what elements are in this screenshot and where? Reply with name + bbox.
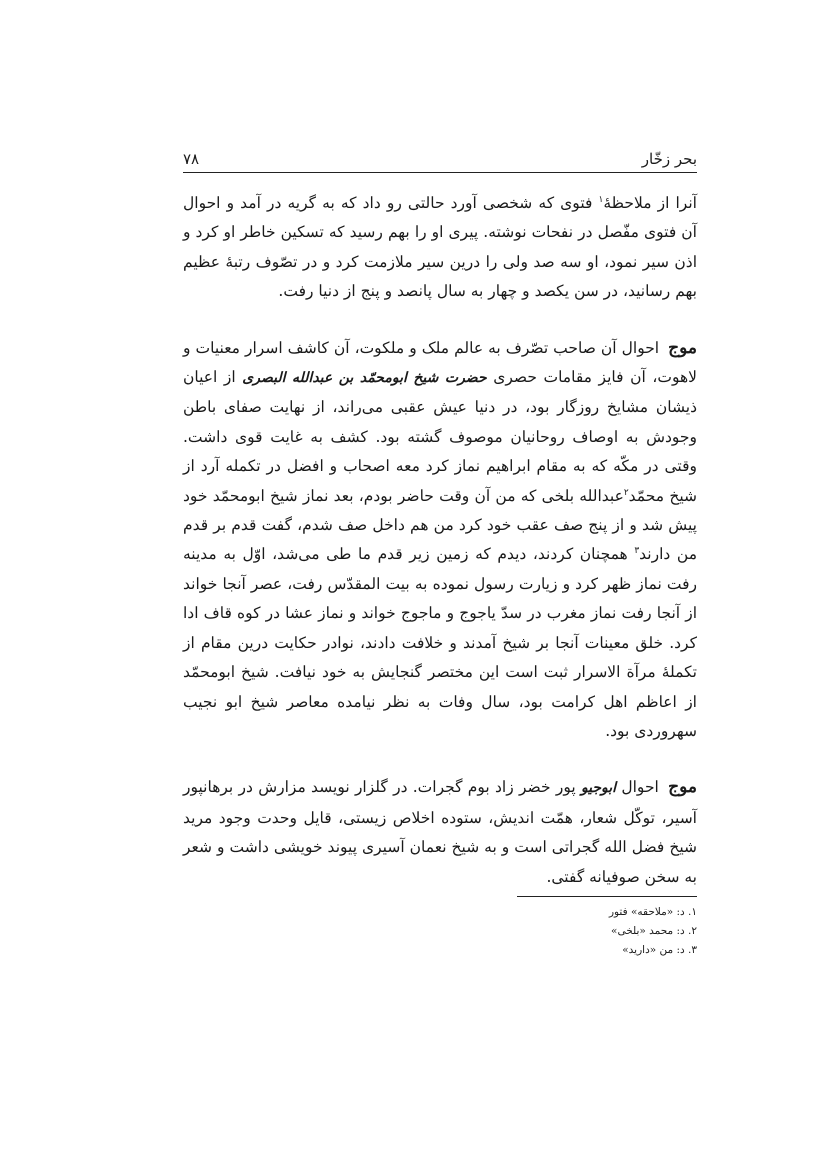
footnote-1: ۱. د: «ملاحقه» فتور bbox=[608, 905, 697, 918]
paragraph-2 bbox=[183, 334, 697, 747]
paragraph-text: احوال آن صاحب تصّرف به عالم ملک و ملکوت، آن کاشف اسرار معنیات و لاهوت، آن فایز مقامات حصری bbox=[183, 338, 697, 387]
footnote-ref-3: ۳ bbox=[634, 546, 640, 557]
paragraph-3 bbox=[183, 773, 697, 892]
paragraph-text: آنرا از ملاحظهٔ bbox=[603, 194, 697, 212]
section-label: موج bbox=[668, 777, 697, 798]
paragraph-text: پور خضر زاد بوم گجرات. در گلزار نویسد مزارش در برهانپور آسیر، توکّل شعار، همّت اندیش، ستوده اخلاص زیستی، قایل وحدت وجود مرید شیخ فضل الله گجراتی است و به شیخ نعمان آسیری پیوند خویشی داشت و شعر به سخن صوفیانه گفتی. bbox=[183, 778, 697, 886]
footnotes bbox=[183, 903, 697, 960]
footnote-2: ۲. د: محمد «بلخی» bbox=[611, 924, 697, 937]
footnote-ref-1: ۱ bbox=[598, 194, 604, 205]
section-label: موج bbox=[668, 337, 697, 358]
paragraph-text: عبدالله بلخی که من آن وقت حاضر بودم، بعد نماز شیخ ابومحمّد خود پیش شد و از پنج صف عقب خود کرد من هم داخل صف شدم، گفت قدم بر قدم من دارند bbox=[183, 486, 697, 564]
paragraph-text: فتوی که شخصی آورد حالتی رو داد که به گریه در آمد و احوال آن فتوی مفّصل در نفحات نوشته. پیری او را بهم رسید که تسکین خاطر او کرد و اذن سیر نمود، او سه صد ولی را درین سیر ملازمت کرد و در تصّوف رتبهٔ عظیم بهم رسانید، در سن یکصد و چهار به سال پانصد و پنج از دنیا رفت. bbox=[183, 194, 697, 301]
footnote-ref-2: ۲ bbox=[623, 487, 629, 498]
footnote-3: ۳. د: من «دارید» bbox=[622, 943, 697, 956]
saint-name: ابوجیو bbox=[580, 780, 617, 797]
footnote-divider bbox=[517, 896, 697, 897]
paragraph-text: از اعیان ذیشان مشایخ روزگار بود، در دنیا عیش عقبی می‌راند، از نهایت صفای باطن وجودش به اوصاف روحانیان موصوف گشته بود. کشف به غایت قوی داشت. وقتی در مکّه که به مقام ابراهیم نماز کرد معه اصحاب و افضل در تکمله آرد از شیخ محمّد bbox=[183, 368, 697, 505]
paragraph-text: احوال bbox=[616, 778, 665, 797]
saint-name: حضرت شیخ ابومحمّد بن عبدالله البصری bbox=[242, 370, 487, 387]
paragraph-text: همچنان کردند، دیدم که زمین زیر قدم ما طی می‌شد، اوّل به مدینه رفت نماز ظهر کرد و زیارت رسول نموده به بیت المقدّس رفت، عصر آنجا خواند از آنجا رفت نماز مغرب در سدّ یاجوج و ماجوج خواند و نماز عشا در کوه قاف ادا کرد. خلق معینات آنجا بر شیخ آمدند و خلافت دادند، نوادر حکایت درین مقام از تکملهٔ مرآة الاسرار ثبت است این مختصر گنجایش به خود نیافت. شیخ ابومحمّد از اعاظم اهل کرامت بود، سال وفات به نظر نیامده معاصر شیخ ابو نجیب سهروردی بود. bbox=[183, 545, 697, 740]
page-number: ۷۸ bbox=[183, 150, 200, 168]
running-title: بحر زخّار bbox=[641, 150, 697, 168]
document-page bbox=[183, 140, 697, 960]
paragraph-1 bbox=[183, 189, 697, 307]
page-header bbox=[183, 140, 697, 173]
